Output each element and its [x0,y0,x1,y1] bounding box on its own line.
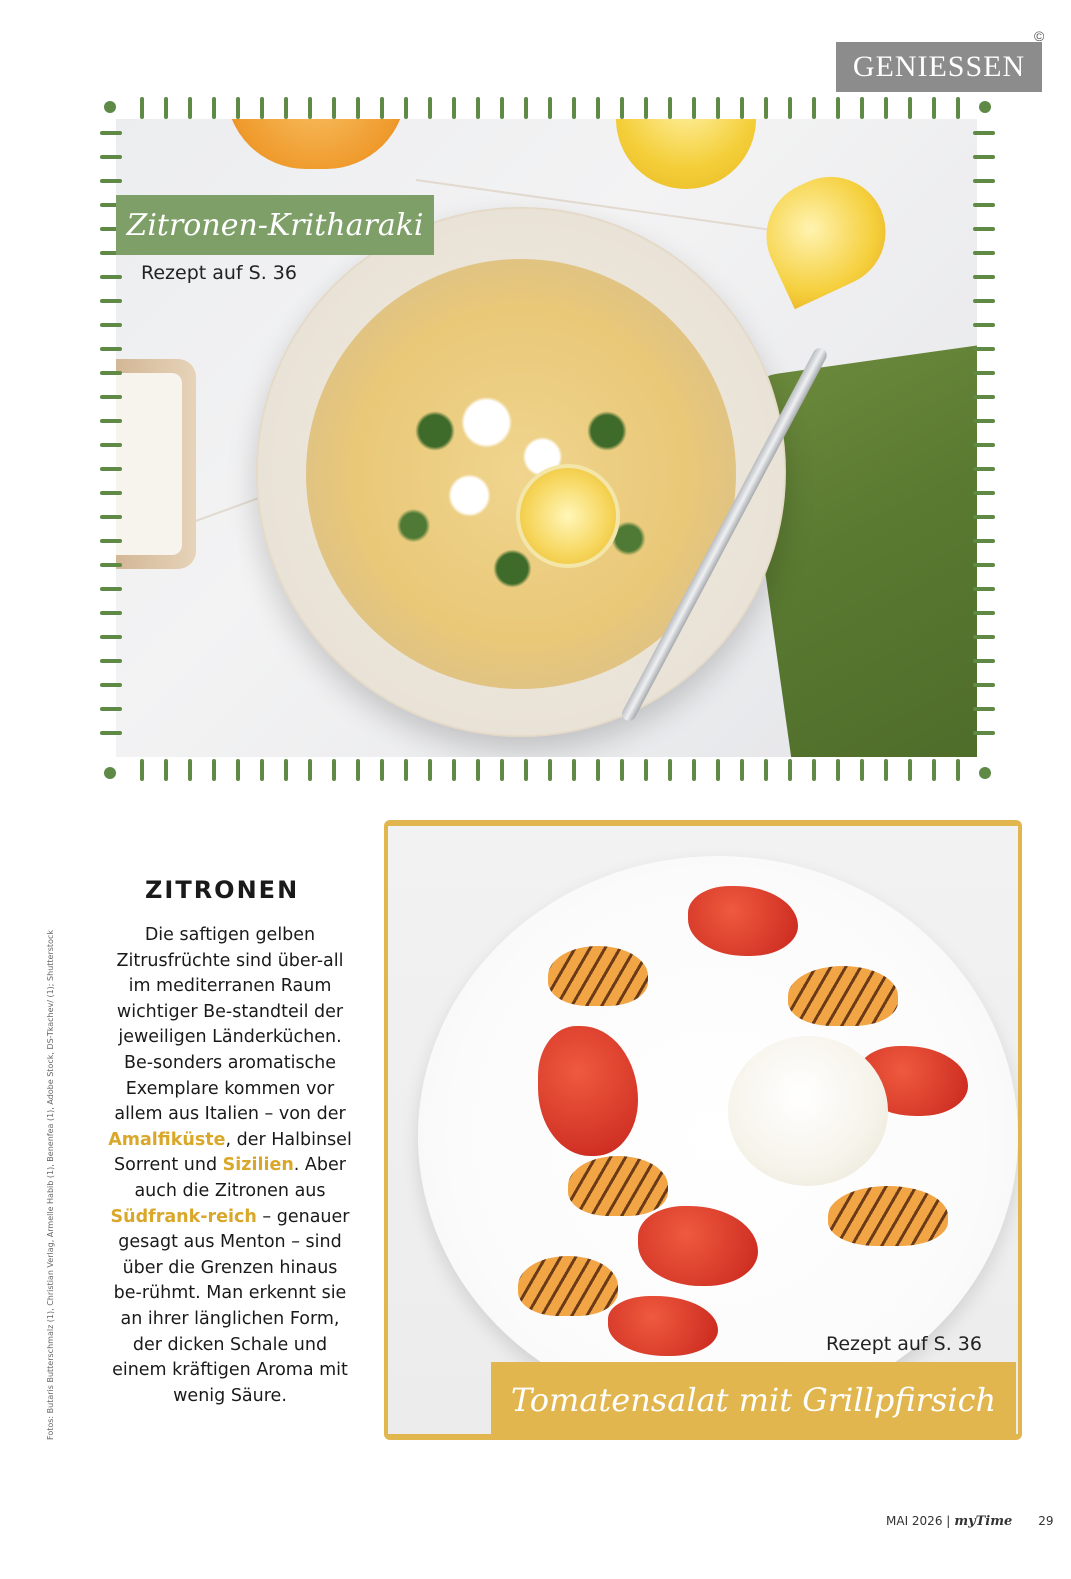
top-recipe-title: Zitronen-Kritharaki [116,195,434,255]
fringe-stroke [973,419,995,423]
fringe-stroke [100,443,122,447]
fringe-stroke [973,347,995,351]
fringe-stroke [740,97,744,119]
fringe-stroke [356,97,360,119]
section-tag: GENIESSEN [836,42,1042,92]
fringe-stroke [956,759,960,781]
highlight-suedfrankreich: Südfrank-reich [110,1206,257,1227]
fringe-stroke [973,395,995,399]
burrata [728,1036,888,1186]
fringe-stroke [188,759,192,781]
grilled-peach [828,1186,948,1246]
fringe-stroke [100,539,122,543]
fringe-stroke [308,759,312,781]
fringe-stroke [500,759,504,781]
page-footer [886,1514,1054,1529]
fringe-stroke [476,759,480,781]
top-recipe-page-ref: Rezept auf S. 36 [141,262,297,284]
fringe-stroke [236,759,240,781]
fringe-stroke [548,759,552,781]
fringe-stroke [100,491,122,495]
fringe-stroke [428,97,432,119]
fringe-stroke [620,97,624,119]
fringe-stroke [332,759,336,781]
fringe-stroke [860,97,864,119]
fringe-stroke [100,515,122,519]
grilled-peach [548,946,648,1006]
fringe-stroke [380,97,384,119]
fringe-stroke [236,97,240,119]
fringe-stroke [973,467,995,471]
fringe-stroke [932,759,936,781]
fringe-stroke [100,707,122,711]
article-text: – genauer gesagt aus Menton – sind über die Grenzen hinaus be-rühmt. Man erkennt sie an ihrer länglichen Form, der dicken Schale und einem kräftigen Aroma mit wenig Säure. [112,1206,350,1406]
fringe-stroke [884,97,888,119]
fringe-stroke [476,97,480,119]
fringe-stroke [100,275,122,279]
fringe-stroke [596,759,600,781]
fringe-stroke [572,759,576,781]
fringe-stroke [644,759,648,781]
fringe-stroke [908,759,912,781]
fringe-stroke [908,97,912,119]
grilled-peach [788,966,898,1026]
fringe-stroke [644,97,648,119]
fringe-stroke [973,203,995,207]
fringe-stroke [428,759,432,781]
bottom-recipe-page-ref: Rezept auf S. 36 [826,1333,982,1355]
fringe-stroke [788,97,792,119]
fringe-stroke [973,227,995,231]
article-heading: ZITRONEN [145,876,300,904]
fringe-stroke [500,97,504,119]
fringe-stroke [356,759,360,781]
fringe-stroke [956,97,960,119]
photo-credits: Fotos: Butaris Butterschmalz (1), Christian Verlag, Armelle Habib (1), Benenfea (1), Adobe Stock, DS-Tkachev/ (1); Shutterstock [46,930,55,1440]
fringe-stroke [973,323,995,327]
fringe-stroke [692,97,696,119]
grilled-peach [518,1256,618,1316]
lemon-slice [516,464,620,568]
fringe-stroke [140,97,144,119]
fringe-stroke [188,97,192,119]
fringe-stroke [404,759,408,781]
fringe-stroke [692,759,696,781]
article-text: Die saftigen gelben Zitrusfrüchte sind über-all im mediterranen Raum wichtiger Be-standteil der jeweiligen Länderküchen. Be-sonders aromatische Exemplare kommen vor allem aus Italien – von der [114,925,346,1125]
fringe-stroke [973,659,995,663]
fringe-stroke [260,97,264,119]
fringe-stroke [332,97,336,119]
fringe-stroke [973,155,995,159]
magazine-brand: myTime [954,1514,1013,1529]
fringe-stroke [716,97,720,119]
fringe-stroke [140,759,144,781]
fringe-stroke [100,563,122,567]
feta-bowl [116,359,196,569]
fringe-stroke [860,759,864,781]
lemon-half [616,119,756,189]
fringe-stroke [973,251,995,255]
fringe-stroke [164,97,168,119]
page-number: 29 [1038,1514,1054,1528]
lemon-wedge [748,159,903,309]
fringe-stroke [973,635,995,639]
fringe-stroke [100,371,122,375]
fringe-stroke [164,759,168,781]
fringe-stroke [973,563,995,567]
article-body [108,923,352,1409]
fringe-stroke [973,539,995,543]
orange-slice [226,119,406,169]
highlight-amalfi: Amalfiküste [108,1129,226,1150]
fringe-stroke [973,515,995,519]
fringe-stroke [100,155,122,159]
fringe-stroke [524,97,528,119]
fringe-stroke [100,611,122,615]
fringe-stroke [973,131,995,135]
fringe-stroke [668,97,672,119]
fringe-stroke [973,491,995,495]
fringe-stroke [973,707,995,711]
grilled-peach [568,1156,668,1216]
fringe-stroke [572,97,576,119]
fringe-stroke [284,759,288,781]
issue-label: MAI 2026 | [886,1514,951,1528]
fringe-stroke [100,683,122,687]
fringe-stroke [716,759,720,781]
fringe-stroke [932,97,936,119]
bottom-recipe-title: Tomatensalat mit Grillpfirsich [491,1362,1016,1438]
fringe-stroke [740,759,744,781]
fringe-stroke [308,97,312,119]
fringe-stroke [100,419,122,423]
fringe-stroke [973,683,995,687]
fringe-stroke [788,759,792,781]
copyright-mark: © [1034,28,1045,44]
fringe-stroke [100,131,122,135]
fringe-stroke [100,659,122,663]
fringe-stroke [100,587,122,591]
fringe-stroke [452,97,456,119]
fringe-stroke [764,759,768,781]
article-text: . Aber auch die Zitronen aus [134,1155,346,1201]
fringe-stroke [284,97,288,119]
fringe-stroke [100,299,122,303]
fringe-stroke [596,97,600,119]
fringe-stroke [973,371,995,375]
fringe-dot [104,101,116,113]
fringe-stroke [764,97,768,119]
fringe-stroke [973,275,995,279]
fringe-stroke [212,97,216,119]
fringe-stroke [836,97,840,119]
fringe-stroke [836,759,840,781]
fringe-stroke [620,759,624,781]
fringe-stroke [973,731,995,735]
fringe-stroke [973,587,995,591]
fringe-stroke [973,179,995,183]
fringe-stroke [973,299,995,303]
fringe-stroke [973,611,995,615]
fringe-dot [979,767,991,779]
fringe-stroke [100,347,122,351]
highlight-sizilien: Sizilien [222,1155,294,1176]
fringe-stroke [668,759,672,781]
fringe-stroke [100,731,122,735]
fringe-stroke [404,97,408,119]
fringe-dot [104,767,116,779]
fringe-stroke [212,759,216,781]
fringe-stroke [260,759,264,781]
fringe-stroke [973,443,995,447]
article-text: , der Halbinsel Sorrent und [114,1129,352,1176]
fringe-stroke [100,179,122,183]
fringe-stroke [100,323,122,327]
fringe-stroke [100,395,122,399]
fringe-stroke [452,759,456,781]
fringe-stroke [100,467,122,471]
fringe-stroke [100,635,122,639]
fringe-stroke [380,759,384,781]
fringe-stroke [884,759,888,781]
fringe-dot [979,101,991,113]
fringe-stroke [524,759,528,781]
fringe-stroke [812,759,816,781]
fringe-stroke [812,97,816,119]
fringe-stroke [548,97,552,119]
